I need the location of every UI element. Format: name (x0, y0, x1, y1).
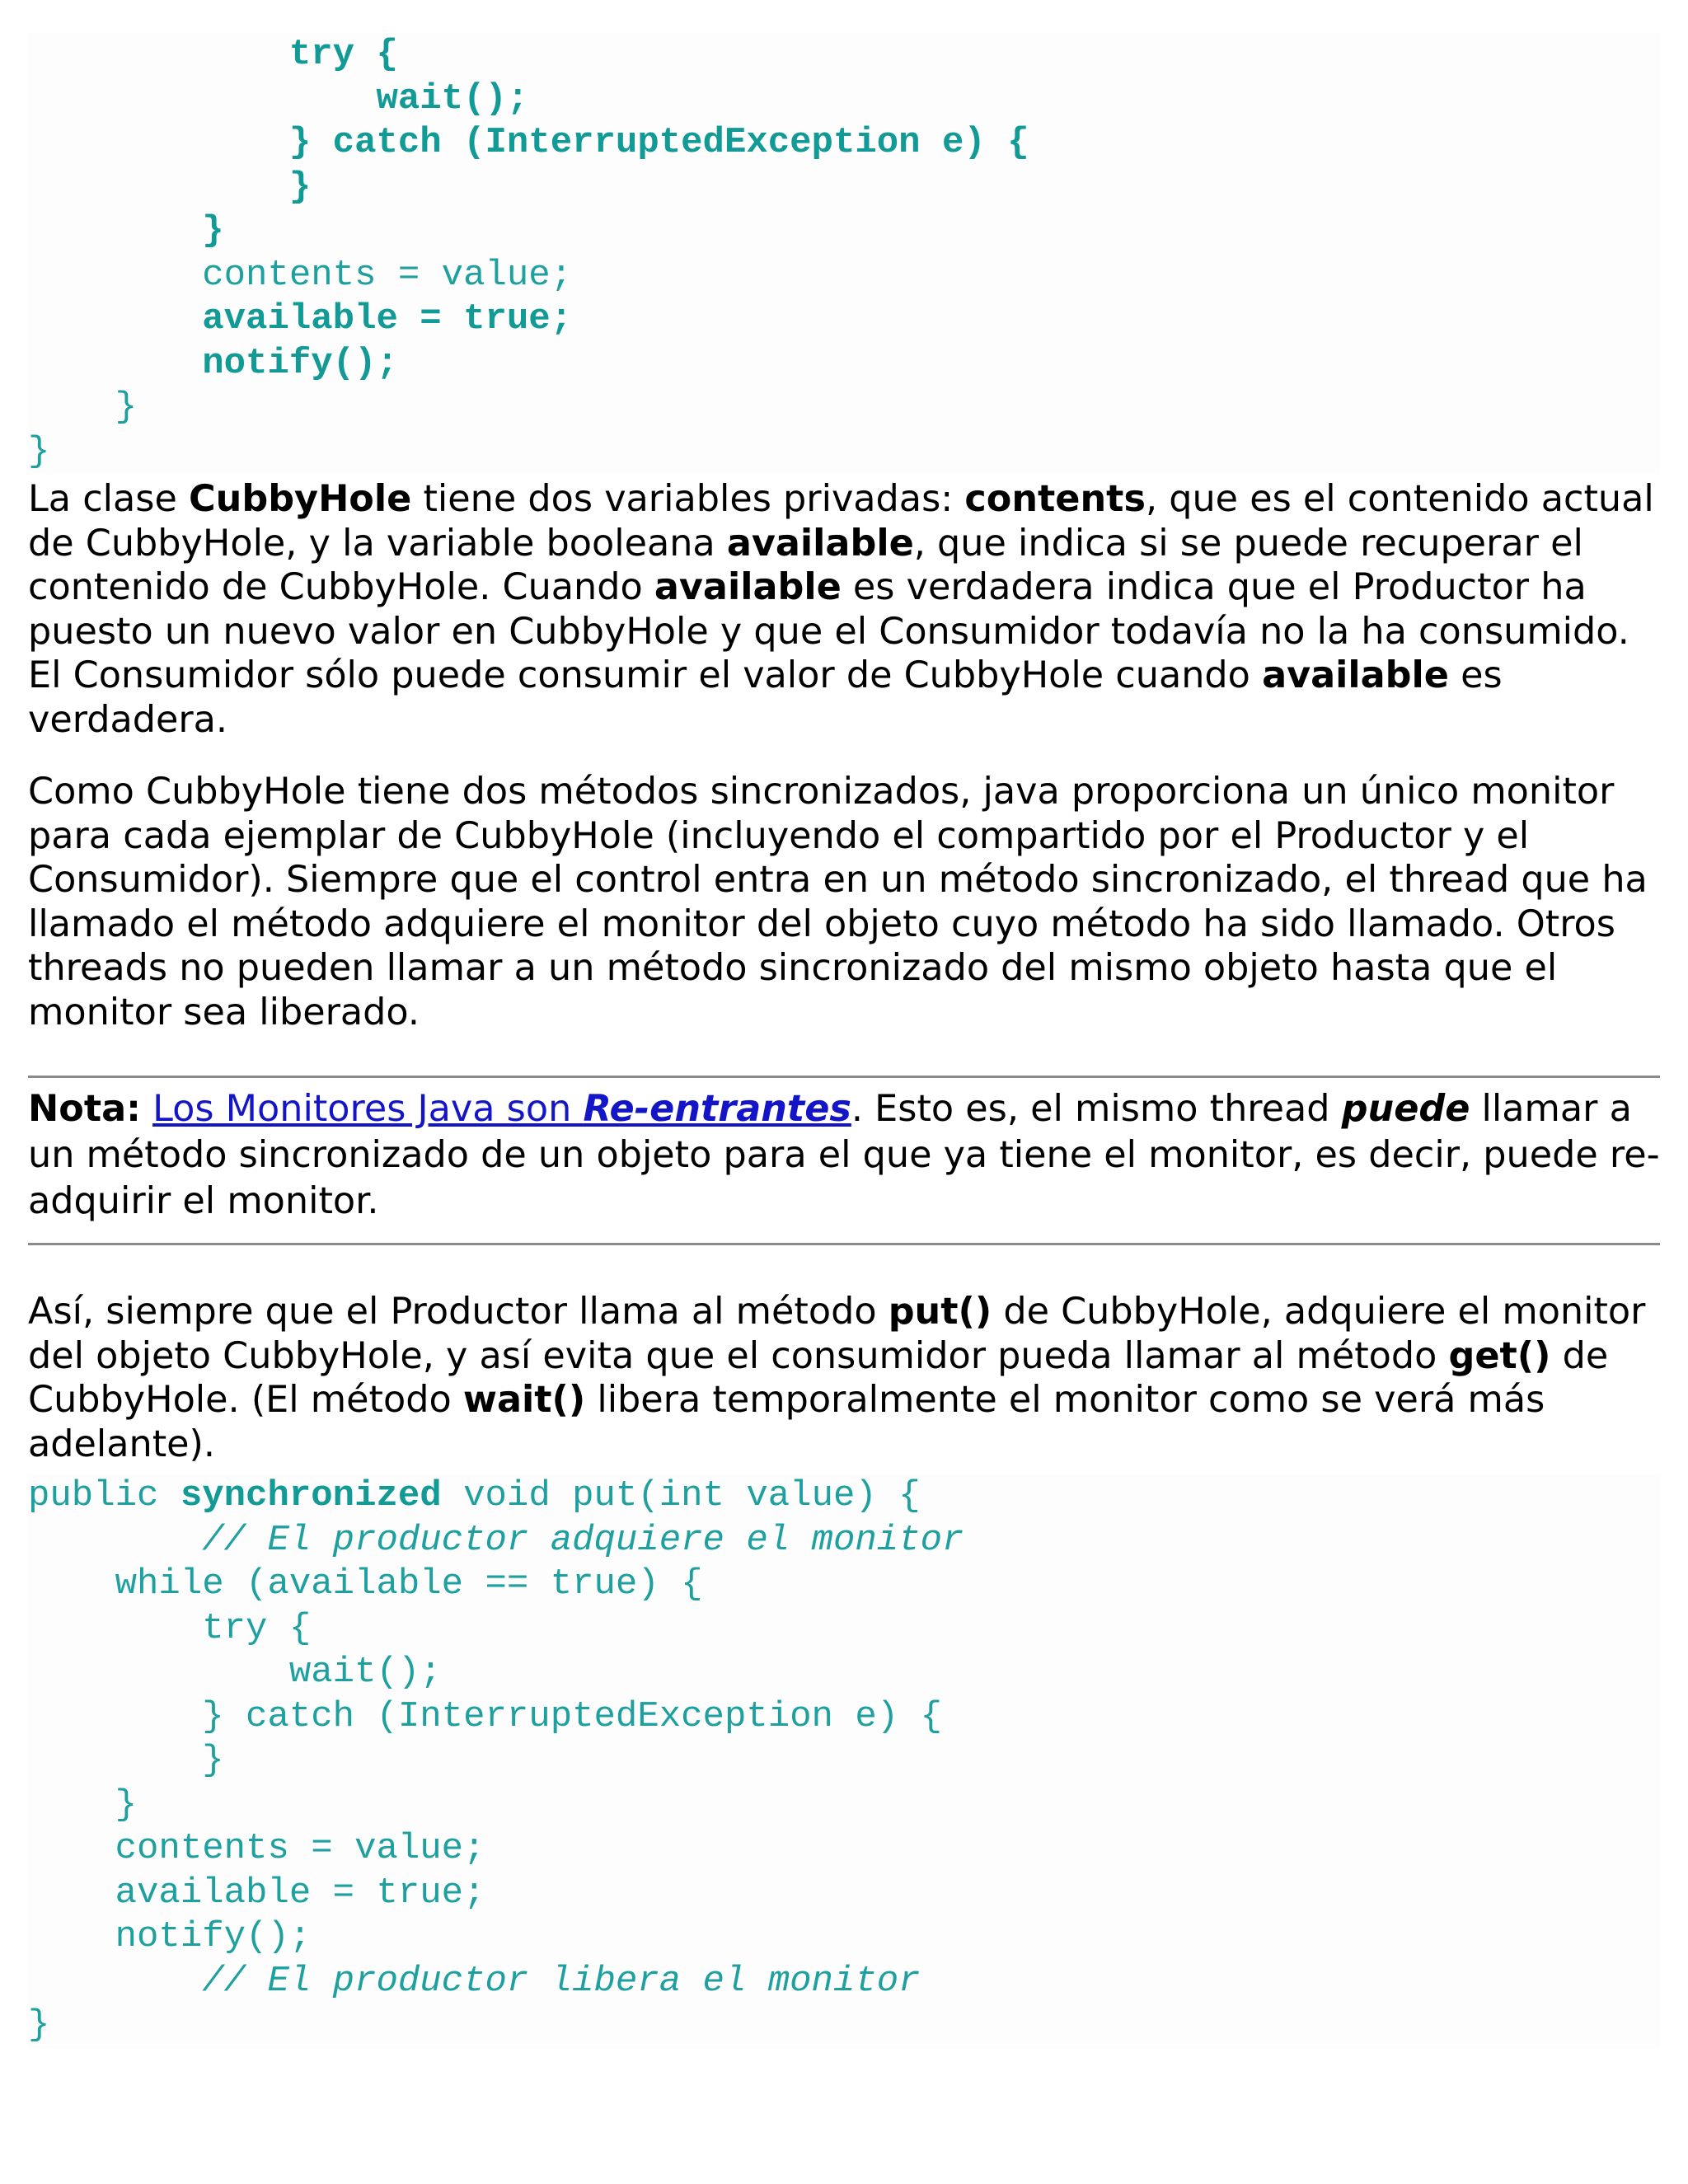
paragraph-cubbyhole-variables (28, 477, 1660, 742)
link-text: Los Monitores Java son (152, 1088, 584, 1130)
bold-term: wait() (462, 1379, 586, 1421)
bold-term: available (654, 566, 842, 608)
code-line: contents = value; (28, 254, 573, 296)
bold-term: CubbyHole (189, 478, 412, 520)
text-run: es verdadera. (28, 654, 1503, 741)
bold-term: get() (1448, 1334, 1551, 1377)
code-line: try { (28, 1607, 312, 1649)
text-run: La clase (28, 478, 190, 520)
bold-term: put() (888, 1291, 992, 1333)
note-label: Nota: (28, 1088, 141, 1130)
code-line: wait(); (28, 1652, 442, 1693)
bold-term: available (1262, 654, 1449, 696)
code-line: notify(); (28, 1916, 312, 1957)
code-comment: // El productor adquiere el monitor (28, 1519, 964, 1561)
code-line (28, 1474, 1660, 1519)
link-emphasis: Re-entrantes (583, 1088, 851, 1130)
code-token: public (28, 1475, 181, 1516)
code-line: wait(); (28, 77, 529, 120)
code-keyword: synchronized (180, 1475, 442, 1516)
code-line: } (28, 1740, 224, 1781)
code-line: while (available == true) { (28, 1563, 703, 1605)
document-page (28, 33, 1660, 2048)
text-run: de CubbyHole, adquiere el monitor del objeto CubbyHole, y así evita que el consumidor pueda llamar al método (28, 1291, 1646, 1377)
text-run: , que indica si se puede recuperar el contenido de CubbyHole. Cuando (28, 522, 1583, 608)
code-line: } (28, 166, 312, 208)
code-line: try { (28, 34, 398, 75)
text-run: es verdadera indica que el Productor ha puesto un nuevo valor en CubbyHole y que el Consumidor todavía no la ha consumido. El Consumidor sólo puede consumir el valor de CubbyHole cuando (28, 566, 1629, 696)
code-line: } (28, 387, 138, 428)
paragraph-put-method (28, 1290, 1660, 1466)
code-listing-top (28, 33, 1660, 474)
code-token: void put(int value) { (441, 1475, 921, 1516)
reentrant-monitors-link[interactable] (152, 1088, 851, 1130)
text-run: Así, siempre que el Productor llama al método (28, 1291, 889, 1333)
code-line: available = true; (28, 1872, 485, 1914)
bold-term: contents (964, 478, 1146, 520)
text-run: tiene dos variables privadas: (411, 478, 965, 520)
text-run: , que es el contenido actual de CubbyHole, y la variable booleana (28, 478, 1654, 565)
note-text (28, 1086, 1660, 1225)
text-run: . Esto es, el mismo thread (851, 1088, 1342, 1130)
code-line: } (28, 430, 50, 472)
code-listing-put (28, 1474, 1660, 2048)
code-line: } catch (InterruptedException e) { (28, 1695, 942, 1737)
text-run: de CubbyHole. (El método (28, 1334, 1609, 1421)
text-run: llamar a un método sincronizado de un objeto para el que ya tiene el monitor, es decir, puede re-adquirir el monitor. (28, 1088, 1660, 1222)
code-line: notify(); (28, 342, 398, 384)
note-box (28, 1076, 1660, 1245)
code-line: } (28, 1783, 138, 1825)
code-line: } (28, 210, 224, 251)
code-line: } (28, 2004, 50, 2046)
code-comment: // El productor libera el monitor (28, 1960, 921, 2002)
paragraph-monitor: Como CubbyHole tiene dos métodos sincronizados, java proporciona un único monitor para cada ejemplar de CubbyHole (incluyendo el compartido por el Productor y el Consumidor). Siempre que el control entra en un método sincronizado, el thread que ha llamado el método adquiere el monitor del objeto cuyo método ha sido llamado. Otros threads no pueden llamar a un método sincronizado del mismo objeto hasta que el monitor sea liberado. (28, 771, 1648, 1033)
code-line: available = true; (28, 298, 573, 340)
bold-term: available (726, 522, 914, 565)
emphasis-term: puede (1341, 1088, 1470, 1130)
text-run: libera temporalmente el monitor como se verá más adelante). (28, 1379, 1545, 1465)
code-line: } catch (InterruptedException e) { (28, 122, 1029, 163)
code-line: contents = value; (28, 1828, 485, 1869)
